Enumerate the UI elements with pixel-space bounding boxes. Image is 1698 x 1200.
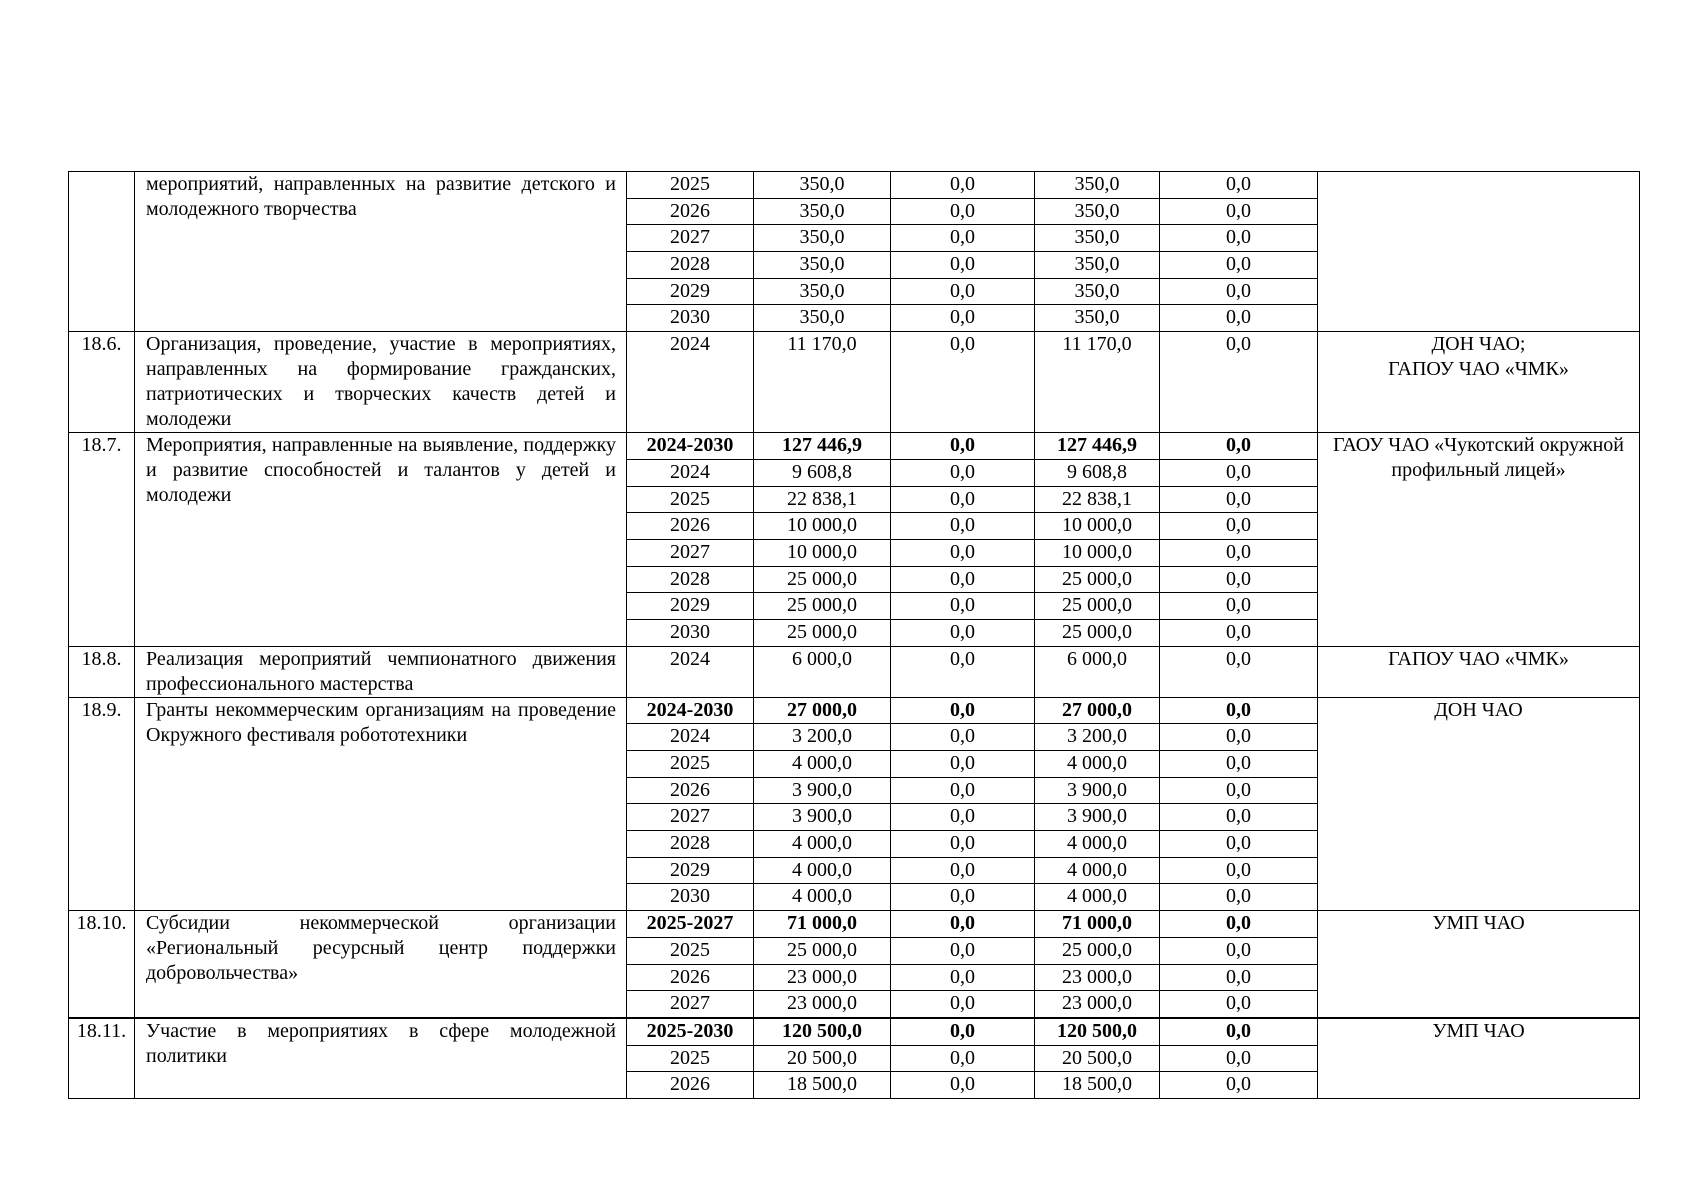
source-2-cell: 3 900,0 <box>1035 777 1160 804</box>
total-cell: 10 000,0 <box>754 513 891 540</box>
source-1-cell: 0,0 <box>891 964 1035 991</box>
year-cell: 2026 <box>627 777 754 804</box>
total-cell: 27 000,0 <box>754 697 891 724</box>
total-cell: 127 446,9 <box>754 433 891 460</box>
source-3-cell: 0,0 <box>1160 539 1318 566</box>
table-row <box>69 172 1640 199</box>
year-cell: 2030 <box>627 619 754 646</box>
source-1-cell: 0,0 <box>891 991 1035 1018</box>
year-cell: 2029 <box>627 593 754 620</box>
item-number: 18.8. <box>69 646 135 697</box>
source-1-cell: 0,0 <box>891 884 1035 911</box>
total-cell: 350,0 <box>754 278 891 305</box>
year-cell: 2025 <box>627 486 754 513</box>
source-1-cell: 0,0 <box>891 566 1035 593</box>
responsible-executor: ГАПОУ ЧАО «ЧМК» <box>1318 646 1640 697</box>
total-cell: 350,0 <box>754 172 891 199</box>
year-cell: 2028 <box>627 566 754 593</box>
source-3-cell: 0,0 <box>1160 332 1318 433</box>
source-2-cell: 3 200,0 <box>1035 724 1160 751</box>
year-cell: 2027 <box>627 539 754 566</box>
total-cell: 350,0 <box>754 198 891 225</box>
source-1-cell: 0,0 <box>891 724 1035 751</box>
source-1-cell: 0,0 <box>891 857 1035 884</box>
source-2-cell: 71 000,0 <box>1035 911 1160 938</box>
year-cell: 2026 <box>627 198 754 225</box>
total-cell: 23 000,0 <box>754 964 891 991</box>
source-1-cell: 0,0 <box>891 1018 1035 1045</box>
table-row <box>69 433 1640 460</box>
source-3-cell: 0,0 <box>1160 225 1318 252</box>
year-cell: 2024 <box>627 724 754 751</box>
source-1-cell: 0,0 <box>891 459 1035 486</box>
year-cell: 2027 <box>627 804 754 831</box>
item-number: 18.9. <box>69 697 135 911</box>
item-number: 18.7. <box>69 433 135 647</box>
total-cell: 4 000,0 <box>754 831 891 858</box>
total-cell: 25 000,0 <box>754 619 891 646</box>
responsible-executor: ДОН ЧАО; ГАПОУ ЧАО «ЧМК» <box>1318 332 1640 433</box>
source-1-cell: 0,0 <box>891 433 1035 460</box>
source-2-cell: 350,0 <box>1035 225 1160 252</box>
item-description: Гранты некоммерческим организациям на проведение Окружного фестиваля робототехники <box>135 697 627 911</box>
source-2-cell: 120 500,0 <box>1035 1018 1160 1045</box>
source-2-cell: 350,0 <box>1035 172 1160 199</box>
source-2-cell: 350,0 <box>1035 198 1160 225</box>
source-1-cell: 0,0 <box>891 252 1035 279</box>
total-cell: 3 200,0 <box>754 724 891 751</box>
source-2-cell: 23 000,0 <box>1035 991 1160 1018</box>
total-cell: 18 500,0 <box>754 1072 891 1099</box>
total-cell: 4 000,0 <box>754 884 891 911</box>
total-cell: 25 000,0 <box>754 566 891 593</box>
source-3-cell: 0,0 <box>1160 777 1318 804</box>
year-cell: 2024 <box>627 332 754 433</box>
total-cell: 11 170,0 <box>754 332 891 433</box>
year-cell: 2025 <box>627 1045 754 1072</box>
year-cell: 2027 <box>627 991 754 1018</box>
source-3-cell: 0,0 <box>1160 991 1318 1018</box>
item-description: Реализация мероприятий чемпионатного движения профессионального мастерства <box>135 646 627 697</box>
source-3-cell: 0,0 <box>1160 172 1318 199</box>
source-2-cell: 20 500,0 <box>1035 1045 1160 1072</box>
source-2-cell: 9 608,8 <box>1035 459 1160 486</box>
source-2-cell: 22 838,1 <box>1035 486 1160 513</box>
total-cell: 350,0 <box>754 305 891 332</box>
source-1-cell: 0,0 <box>891 513 1035 540</box>
source-2-cell: 25 000,0 <box>1035 619 1160 646</box>
year-cell: 2024 <box>627 646 754 697</box>
source-2-cell: 350,0 <box>1035 278 1160 305</box>
responsible-executor <box>1318 172 1640 332</box>
total-cell: 3 900,0 <box>754 804 891 831</box>
source-1-cell: 0,0 <box>891 486 1035 513</box>
total-cell: 4 000,0 <box>754 857 891 884</box>
source-3-cell: 0,0 <box>1160 513 1318 540</box>
source-3-cell: 0,0 <box>1160 964 1318 991</box>
table-row <box>69 332 1640 433</box>
source-3-cell: 0,0 <box>1160 911 1318 938</box>
source-3-cell: 0,0 <box>1160 831 1318 858</box>
year-cell: 2025 <box>627 751 754 778</box>
source-3-cell: 0,0 <box>1160 646 1318 697</box>
year-cell: 2029 <box>627 857 754 884</box>
source-1-cell: 0,0 <box>891 1072 1035 1099</box>
total-cell: 22 838,1 <box>754 486 891 513</box>
year-cell: 2028 <box>627 831 754 858</box>
source-2-cell: 25 000,0 <box>1035 937 1160 964</box>
responsible-executor: ГАОУ ЧАО «Чукотский окружной профильный лицей» <box>1318 433 1640 647</box>
source-1-cell: 0,0 <box>891 172 1035 199</box>
source-1-cell: 0,0 <box>891 225 1035 252</box>
total-cell: 9 608,8 <box>754 459 891 486</box>
source-3-cell: 0,0 <box>1160 1045 1318 1072</box>
total-cell: 3 900,0 <box>754 777 891 804</box>
source-1-cell: 0,0 <box>891 278 1035 305</box>
total-cell: 10 000,0 <box>754 539 891 566</box>
source-3-cell: 0,0 <box>1160 566 1318 593</box>
year-cell: 2030 <box>627 305 754 332</box>
source-2-cell: 4 000,0 <box>1035 884 1160 911</box>
source-1-cell: 0,0 <box>891 305 1035 332</box>
source-2-cell: 25 000,0 <box>1035 593 1160 620</box>
source-3-cell: 0,0 <box>1160 724 1318 751</box>
source-1-cell: 0,0 <box>891 332 1035 433</box>
source-3-cell: 0,0 <box>1160 593 1318 620</box>
source-1-cell: 0,0 <box>891 804 1035 831</box>
source-2-cell: 6 000,0 <box>1035 646 1160 697</box>
total-cell: 20 500,0 <box>754 1045 891 1072</box>
responsible-executor: ДОН ЧАО <box>1318 697 1640 911</box>
document-page <box>68 171 1639 1099</box>
item-description: Организация, проведение, участие в мероприятиях, направленных на формирование гражданских, патриотических и творческих качеств детей и молодежи <box>135 332 627 433</box>
year-cell: 2026 <box>627 513 754 540</box>
source-3-cell: 0,0 <box>1160 884 1318 911</box>
total-cell: 71 000,0 <box>754 911 891 938</box>
source-1-cell: 0,0 <box>891 697 1035 724</box>
total-cell: 4 000,0 <box>754 751 891 778</box>
item-description: Субсидии некоммерческой организации «Региональный ресурсный центр поддержки добровольчества» <box>135 911 627 1018</box>
source-2-cell: 27 000,0 <box>1035 697 1160 724</box>
source-3-cell: 0,0 <box>1160 198 1318 225</box>
responsible-executor: УМП ЧАО <box>1318 911 1640 1018</box>
year-cell: 2024-2030 <box>627 433 754 460</box>
year-cell: 2025 <box>627 937 754 964</box>
total-cell: 350,0 <box>754 252 891 279</box>
source-2-cell: 127 446,9 <box>1035 433 1160 460</box>
source-3-cell: 0,0 <box>1160 697 1318 724</box>
total-cell: 120 500,0 <box>754 1018 891 1045</box>
source-3-cell: 0,0 <box>1160 278 1318 305</box>
funding-table <box>68 171 1640 1099</box>
item-number: 18.11. <box>69 1018 135 1099</box>
table-row <box>69 646 1640 697</box>
source-1-cell: 0,0 <box>891 937 1035 964</box>
year-cell: 2024-2030 <box>627 697 754 724</box>
year-cell: 2025-2027 <box>627 911 754 938</box>
source-3-cell: 0,0 <box>1160 804 1318 831</box>
source-2-cell: 4 000,0 <box>1035 751 1160 778</box>
item-number: 18.10. <box>69 911 135 1018</box>
total-cell: 6 000,0 <box>754 646 891 697</box>
year-cell: 2024 <box>627 459 754 486</box>
source-3-cell: 0,0 <box>1160 305 1318 332</box>
source-1-cell: 0,0 <box>891 646 1035 697</box>
item-number: 18.6. <box>69 332 135 433</box>
source-2-cell: 11 170,0 <box>1035 332 1160 433</box>
source-3-cell: 0,0 <box>1160 751 1318 778</box>
source-2-cell: 18 500,0 <box>1035 1072 1160 1099</box>
year-cell: 2026 <box>627 964 754 991</box>
source-3-cell: 0,0 <box>1160 252 1318 279</box>
total-cell: 350,0 <box>754 225 891 252</box>
source-1-cell: 0,0 <box>891 198 1035 225</box>
source-3-cell: 0,0 <box>1160 1072 1318 1099</box>
source-3-cell: 0,0 <box>1160 433 1318 460</box>
total-cell: 25 000,0 <box>754 937 891 964</box>
item-description: Участие в мероприятиях в сфере молодежной политики <box>135 1018 627 1099</box>
source-3-cell: 0,0 <box>1160 459 1318 486</box>
source-1-cell: 0,0 <box>891 619 1035 646</box>
source-2-cell: 4 000,0 <box>1035 831 1160 858</box>
source-1-cell: 0,0 <box>891 1045 1035 1072</box>
year-cell: 2030 <box>627 884 754 911</box>
item-description: Мероприятия, направленные на выявление, поддержку и развитие способностей и талантов у детей и молодежи <box>135 433 627 647</box>
source-2-cell: 10 000,0 <box>1035 513 1160 540</box>
source-1-cell: 0,0 <box>891 539 1035 566</box>
source-2-cell: 23 000,0 <box>1035 964 1160 991</box>
year-cell: 2025-2030 <box>627 1018 754 1045</box>
source-1-cell: 0,0 <box>891 911 1035 938</box>
total-cell: 25 000,0 <box>754 593 891 620</box>
source-2-cell: 350,0 <box>1035 252 1160 279</box>
source-2-cell: 3 900,0 <box>1035 804 1160 831</box>
year-cell: 2025 <box>627 172 754 199</box>
source-1-cell: 0,0 <box>891 777 1035 804</box>
year-cell: 2029 <box>627 278 754 305</box>
year-cell: 2026 <box>627 1072 754 1099</box>
total-cell: 23 000,0 <box>754 991 891 1018</box>
source-2-cell: 4 000,0 <box>1035 857 1160 884</box>
source-1-cell: 0,0 <box>891 831 1035 858</box>
source-3-cell: 0,0 <box>1160 619 1318 646</box>
source-2-cell: 10 000,0 <box>1035 539 1160 566</box>
source-3-cell: 0,0 <box>1160 486 1318 513</box>
table-row <box>69 1018 1640 1045</box>
year-cell: 2028 <box>627 252 754 279</box>
source-1-cell: 0,0 <box>891 751 1035 778</box>
source-2-cell: 25 000,0 <box>1035 566 1160 593</box>
item-number <box>69 172 135 332</box>
responsible-executor: УМП ЧАО <box>1318 1018 1640 1099</box>
table-row <box>69 911 1640 938</box>
source-1-cell: 0,0 <box>891 593 1035 620</box>
source-3-cell: 0,0 <box>1160 937 1318 964</box>
table-row <box>69 697 1640 724</box>
item-description: мероприятий, направленных на развитие детского и молодежного творчества <box>135 172 627 332</box>
source-3-cell: 0,0 <box>1160 857 1318 884</box>
source-3-cell: 0,0 <box>1160 1018 1318 1045</box>
year-cell: 2027 <box>627 225 754 252</box>
source-2-cell: 350,0 <box>1035 305 1160 332</box>
